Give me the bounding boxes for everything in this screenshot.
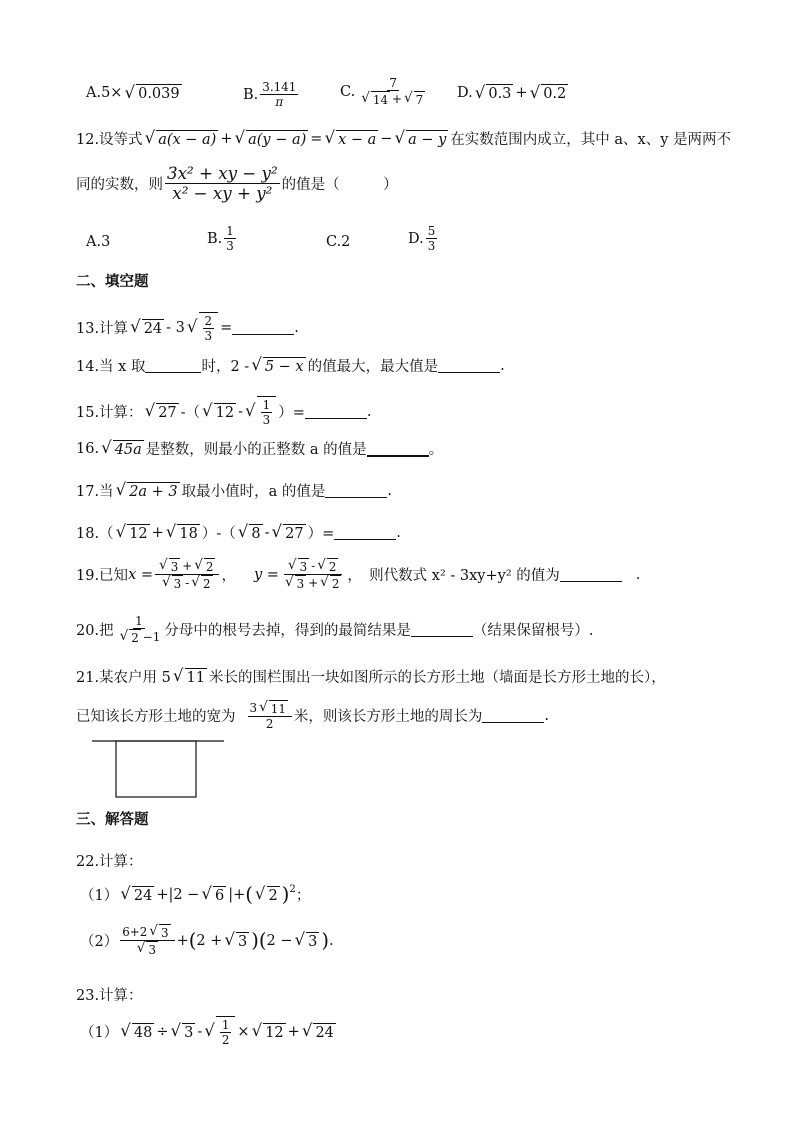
answer-blank[interactable] — [411, 622, 473, 637]
radical: √ a(x − a) — [144, 128, 217, 148]
answer-blank[interactable] — [367, 441, 429, 457]
fraction: $\frac{2}{3}$ — [204, 314, 213, 343]
radical: √ a(y − a) — [234, 128, 307, 148]
q11-option-c: C. 7 √ 14 + √ 7 — [340, 76, 431, 107]
q12-option-b: B. $\frac{1}{3}$ — [207, 224, 234, 253]
fraction: √ 3 - √ 2 √ 3 + √ 2 — [281, 558, 345, 591]
radical: √ 3 — [294, 930, 318, 950]
q12-option-c: C.2 — [326, 234, 351, 250]
fraction: 1 √ 2 −1 — [119, 614, 161, 645]
radical: √ 3 — [159, 557, 179, 574]
answer-blank[interactable] — [325, 483, 387, 498]
q22-title: 22.计算： — [76, 854, 143, 870]
radical: √ 0.039 — [124, 82, 180, 102]
q21-line1: 21.某农户用 5 √ 11 米长的围栏围出一块如图所示的长方形土地（墙面是长方形土地的长）， — [76, 666, 666, 686]
radical: √ 11 — [172, 666, 205, 686]
radical: √ 0.2 — [529, 82, 567, 102]
fraction: $\frac{5}{3}$ — [427, 224, 436, 253]
q12-line1: 12.设等式 √ a(x − a) + √ a(y − a) = √ x − a − √ a − y 在实数范围内成立，其中 a、x、y 是两两不 — [76, 128, 732, 148]
q23-part1: （1） √ 48 ÷ √ 3 - √ $\frac{1}{2}$ × √ 12 + √ 24 — [80, 1018, 334, 1047]
radical: √ 2 — [320, 574, 340, 591]
radical: √ 3 — [287, 557, 308, 574]
radical: √ 2a + 3 — [115, 480, 178, 500]
fraction: √ 3 + √ 2 √ 3 - √ 2 — [155, 558, 219, 591]
radical: √ 2 — [119, 628, 139, 645]
fence-rectangle-diagram — [88, 736, 228, 800]
q20: 20.把 1 √ 2 −1 分母中的根号去掉，得到的最简结果是 （结果保留根号）. — [76, 614, 594, 645]
answer-blank[interactable] — [560, 567, 622, 582]
radical: √ 5 − x — [251, 355, 304, 375]
radical: √ 2 — [194, 557, 214, 574]
radical: √ 11 — [259, 699, 286, 716]
answer-blank[interactable] — [305, 404, 367, 419]
section-heading-fill-in: 二、填空题 — [76, 274, 149, 290]
fraction: 6+2 √ 3 √ 3 — [120, 924, 174, 957]
radical: √ 0.3 — [474, 82, 512, 102]
q14: 14.当 x 取 时，2 - √ 5 − x 的值最大，最大值是 . — [76, 355, 505, 375]
section-heading-solve: 三、解答题 — [76, 812, 149, 828]
radical: √ x − a — [324, 128, 377, 148]
q19: 19.已知 x = √ 3 + √ 2 √ 3 - √ 2 ， y = √ 3 - √ 2 √ 3 + √ 2 ， 则代数式 x² - 3xy+y² 的值为 . — [76, 557, 641, 591]
radical: √ 3 — [224, 930, 248, 950]
radical: √ 2 — [254, 884, 278, 904]
q12-line2: 同的实数，则 $\frac{\text{3x² + xy − y²}}{\text{x² − xy + y²}}$ 的值是（ ） — [76, 164, 398, 203]
radical: √ 24 — [120, 884, 153, 904]
radical: √ 12 — [202, 401, 235, 421]
answer-blank[interactable] — [482, 708, 544, 723]
radical: √ 3 — [136, 940, 157, 957]
q21-line2: 已知该长方形土地的宽为 3 √ 11 2 米，则该长方形土地的周长为 . — [76, 699, 549, 731]
fraction: $\frac{\text{3x² + xy − y²}}{\text{x² − xy + y²}}$ — [167, 164, 278, 203]
radical: √ 24 — [130, 317, 163, 337]
radical: √ 3 — [284, 574, 305, 591]
radical: √ 12 — [115, 522, 148, 542]
radical: √ 3 — [149, 923, 169, 940]
q11-option-b: B. $\frac{3.141}{\pi}$ — [243, 80, 297, 109]
q15: 15.计算： √ 27 -（ √ 12 - √ $\frac{1}{3}$ ）= . — [76, 398, 372, 427]
radical: √ 24 — [301, 1021, 334, 1041]
q12-option-a: A.3 — [86, 234, 111, 250]
radical: √ $\frac{2}{3}$ — [187, 312, 218, 343]
radical: √ 48 — [120, 1021, 153, 1041]
answer-blank[interactable] — [145, 358, 201, 373]
rectangle-plot — [116, 741, 196, 797]
radical: √ 3 — [170, 1021, 194, 1041]
q16: 16. √ 45a 是整数，则最小的正整数 a 的值是 。 — [76, 438, 444, 458]
radical: √ 7 — [403, 90, 424, 107]
radical: √ 8 — [237, 522, 261, 542]
radical: √ 12 — [251, 1021, 284, 1041]
fraction: $\frac{3.141}{\pi}$ — [262, 80, 297, 109]
answer-blank[interactable] — [232, 320, 294, 335]
radical: √ 27 — [271, 522, 304, 542]
fraction: $\frac{1}{3}$ — [262, 398, 271, 427]
q11-option-d: D. √ 0.3 + √ 0.2 — [457, 82, 567, 102]
radical: √ 2 — [191, 574, 211, 591]
fraction: 3 √ 11 2 — [248, 700, 292, 731]
radical: √ 14 — [361, 90, 389, 107]
fraction: $\frac{1}{2}$ — [221, 1018, 230, 1047]
q18: 18.（ √ 12 + √ 18 ）-（ √ 8 - √ 27 ）= . — [76, 522, 401, 542]
q12-option-d: D. $\frac{5}{3}$ — [408, 224, 436, 253]
radical: √ $\frac{1}{3}$ — [245, 396, 276, 427]
radical: √ 2 — [317, 557, 337, 574]
radical: √ $\frac{1}{2}$ — [204, 1016, 235, 1047]
fraction: 7 √ 14 + √ 7 — [361, 76, 424, 107]
radical: √ a − y — [394, 128, 447, 148]
q11-option-a: A.5× √ 0.039 — [86, 82, 180, 102]
radical: √ 45a — [101, 438, 142, 458]
radical: √ 3 — [161, 574, 182, 591]
radical: √ 6 — [201, 884, 225, 904]
answer-blank[interactable] — [438, 358, 500, 373]
q23-title: 23.计算： — [76, 988, 143, 1004]
q13: 13.计算 √ 24 - 3 √ $\frac{2}{3}$ = . — [76, 314, 299, 343]
radical: √ 27 — [144, 401, 177, 421]
radical: √ 18 — [165, 522, 198, 542]
q22-part1: （1） √ 24 +|2 − √ 6 |+ ( √ 2 ) $^2$ ； — [80, 882, 311, 906]
fraction: $\frac{1}{3}$ — [226, 224, 234, 253]
q17: 17.当 √ 2a + 3 取最小值时，a 的值是 . — [76, 480, 393, 500]
q22-part2: （2） 6+2 √ 3 √ 3 + ( 2 + √ 3 ) ( 2 − √ 3 ) . — [80, 923, 334, 957]
answer-blank[interactable] — [334, 525, 396, 540]
